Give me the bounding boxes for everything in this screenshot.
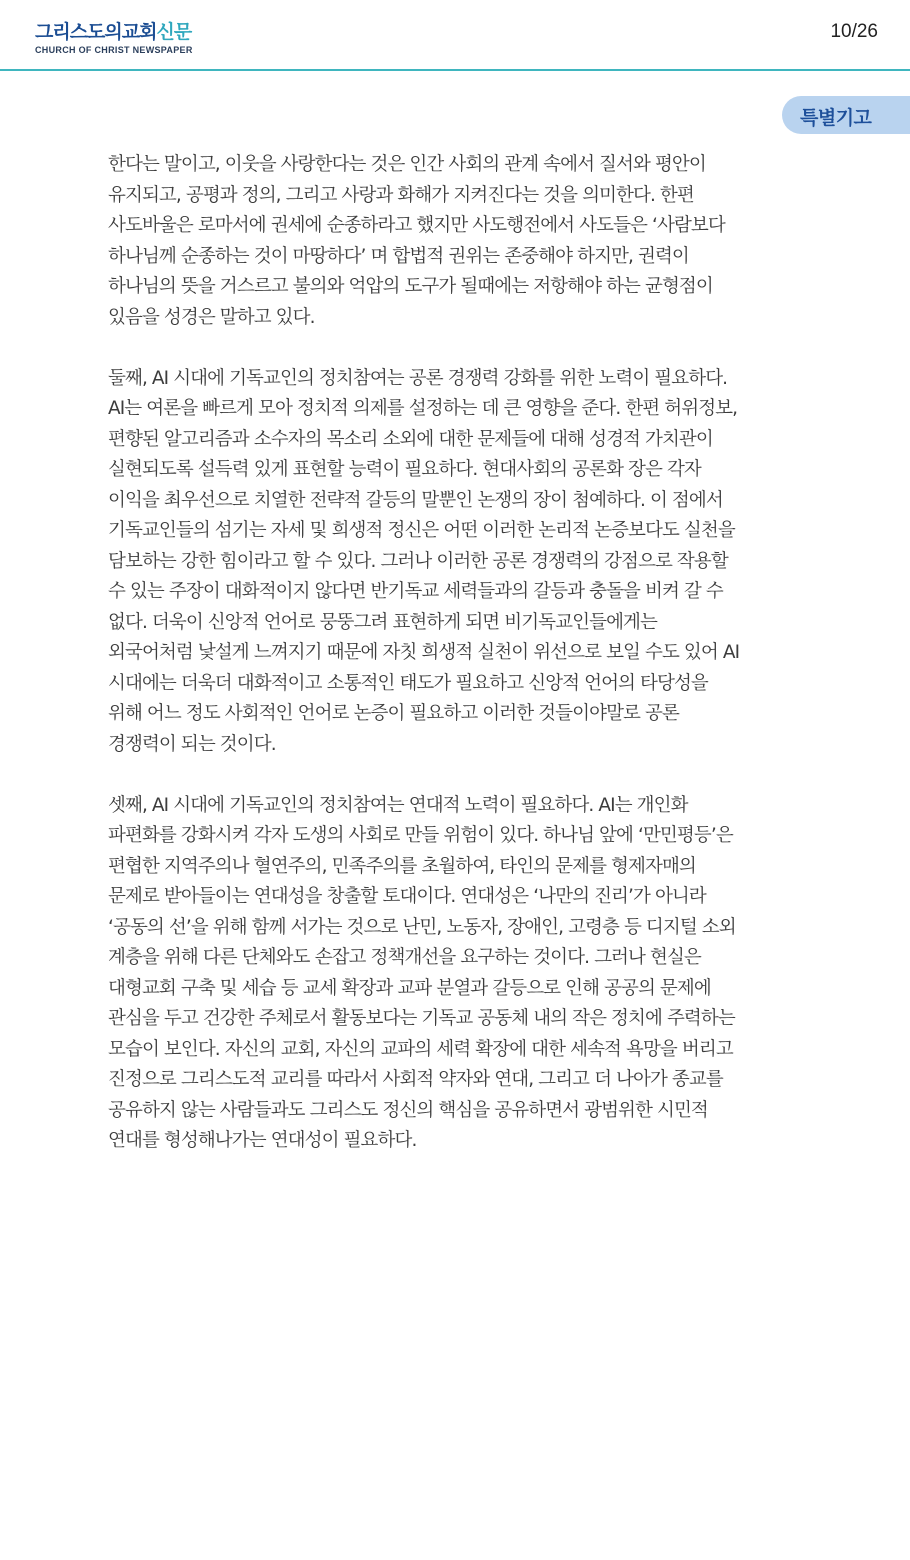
paragraph-line: AI는 여론을 빠르게 모아 정치적 의제를 설정하는 데 큰 영향을 준다. 한편 허위정보, xyxy=(108,398,738,419)
section-tag-label: 특별기고 xyxy=(800,107,872,129)
paragraph-line: 관심을 두고 건강한 주체로서 활동보다는 기독교 공동체 내의 작은 정치에 주력하는 xyxy=(108,1008,735,1029)
paragraph-line: ‘공동의 선’을 위해 함께 서가는 것으로 난민, 노동자, 장애인, 고령층 등 디지털 소외 xyxy=(108,916,736,938)
paragraph-line: 한다는 말이고, 이웃을 사랑한다는 것은 인간 사회의 관계 속에서 질서와 평안이 xyxy=(108,154,706,175)
logo-english-title: CHURCH OF CHRIST NEWSPAPER xyxy=(35,45,193,55)
paragraph-line: 파편화를 강화시켜 각자 도생의 사회로 만들 위험이 있다. 하나님 앞에 ‘만민평등’은 xyxy=(108,825,733,846)
logo-korean-part1: 그리스도의교회 xyxy=(35,21,157,43)
section-tag xyxy=(782,96,910,134)
paragraph-line: 위해 어느 정도 사회적인 언어로 논증이 필요하고 이러한 것들이야말로 공론 xyxy=(108,703,679,724)
paragraph-line: 문제로 받아들이는 연대성을 창출할 토대이다. 연대성은 ‘나만의 진리’가 아니라 xyxy=(108,886,706,907)
page-number: 10/26 xyxy=(830,21,878,42)
paragraph-line: 모습이 보인다. 자신의 교회, 자신의 교파의 세력 확장에 대한 세속적 욕망을 버리고 xyxy=(108,1038,733,1060)
paragraph-line: 외국어처럼 낯설게 느껴지기 때문에 자칫 희생적 실천이 위선으로 보일 수도 있어 AI xyxy=(108,642,740,663)
article-paragraph xyxy=(108,791,828,1157)
paragraph-line: 시대에는 더욱더 대화적이고 소통적인 태도가 필요하고 신앙적 언어의 타당성을 xyxy=(108,672,708,694)
article-body xyxy=(108,150,828,1187)
paragraph-line: 진정으로 그리스도적 교리를 따라서 사회적 약자와 연대, 그리고 더 나아가 종교를 xyxy=(108,1069,723,1090)
newspaper-logo[interactable] xyxy=(35,22,193,56)
article-paragraph xyxy=(108,150,828,333)
paragraph-line: 기독교인들의 섬기는 자세 및 희생적 정신은 어떤 이러한 논리적 논증보다도 실천을 xyxy=(108,520,735,541)
page-header xyxy=(0,0,910,71)
logo-korean-part2: 신문 xyxy=(156,21,192,43)
paragraph-line: 연대를 형성해나가는 연대성이 필요하다. xyxy=(108,1130,417,1151)
paragraph-line: 사도바울은 로마서에 권세에 순종하라고 했지만 사도행전에서 사도들은 ‘사람보다 xyxy=(108,215,725,236)
article-paragraph xyxy=(108,364,828,761)
paragraph-line: 있음을 성경은 말하고 있다. xyxy=(108,306,315,328)
paragraph-line: 계층을 위해 다른 단체와도 손잡고 정책개선을 요구하는 것이다. 그러나 현실은 xyxy=(108,947,701,968)
paragraph-line: 둘째, AI 시대에 기독교인의 정치참여는 공론 경쟁력 강화를 위한 노력이 필요하다. xyxy=(108,367,728,389)
paragraph-line: 없다. 더욱이 신앙적 언어로 뭉뚱그려 표현하게 되면 비기독교인들에게는 xyxy=(108,611,657,633)
paragraph-line: 유지되고, 공평과 정의, 그리고 사랑과 화해가 지켜진다는 것을 의미한다. 한편 xyxy=(108,184,694,206)
paragraph-line: 담보하는 강한 힘이라고 할 수 있다. 그러나 이러한 공론 경쟁력의 강점으로 작용할 xyxy=(108,550,728,572)
paragraph-line: 대형교회 구축 및 세습 등 교세 확장과 교파 분열과 갈등으로 인해 공공의 문제에 xyxy=(108,977,711,999)
paragraph-line: 실현되도록 설득력 있게 표현할 능력이 필요하다. 현대사회의 공론화 장은 각자 xyxy=(108,459,701,480)
paragraph-line: 하나님의 뜻을 거스르고 불의와 억압의 도구가 될때에는 저항해야 하는 균형점이 xyxy=(108,276,713,297)
paragraph-line: 이익을 최우선으로 치열한 전략적 갈등의 말뿐인 논쟁의 장이 첨예하다. 이 점에서 xyxy=(108,489,723,511)
paragraph-line: 하나님께 순종하는 것이 마땅하다’ 며 합법적 권위는 존중해야 하지만, 권력이 xyxy=(108,245,689,267)
paragraph-line: 수 있는 주장이 대화적이지 않다면 반기독교 세력들과의 갈등과 충돌을 비켜 갈 수 xyxy=(108,581,723,602)
paragraph-line: 경쟁력이 되는 것이다. xyxy=(108,733,276,755)
logo-korean-title xyxy=(35,22,193,43)
paragraph-line: 편향된 알고리즘과 소수자의 목소리 소외에 대한 문제들에 대해 성경적 가치관이 xyxy=(108,428,713,450)
paragraph-line: 공유하지 않는 사람들과도 그리스도 정신의 핵심을 공유하면서 광범위한 시민적 xyxy=(108,1099,708,1121)
paragraph-line: 편협한 지역주의나 혈연주의, 민족주의를 초월하여, 타인의 문제를 형제자매의 xyxy=(108,855,696,877)
paragraph-line: 셋째, AI 시대에 기독교인의 정치참여는 연대적 노력이 필요하다. AI는 개인화 xyxy=(108,794,688,816)
